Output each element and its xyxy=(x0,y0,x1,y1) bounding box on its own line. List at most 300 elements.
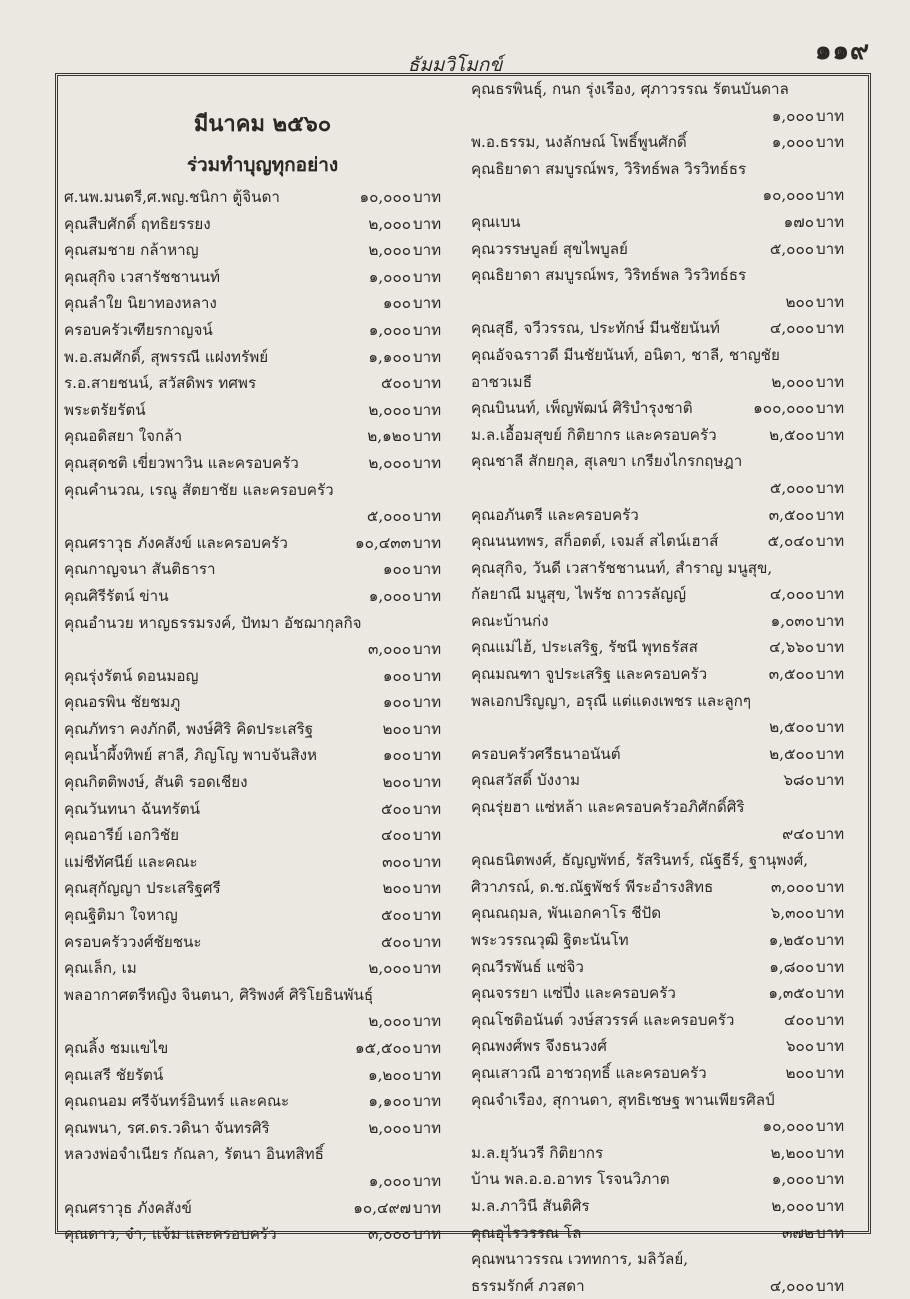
currency-unit: บาท xyxy=(816,133,845,152)
donor-row xyxy=(471,1087,860,1114)
donation-amount: ๒,๐๐๐ xyxy=(368,959,411,978)
donor-row xyxy=(64,716,461,743)
donor-name: คุณกาญจนา สันติธารา xyxy=(64,560,216,579)
donor-row xyxy=(64,610,461,637)
currency-unit: บาท xyxy=(413,959,442,978)
donor-row xyxy=(471,236,860,263)
currency-unit: บาท xyxy=(413,347,442,366)
currency-unit: บาท xyxy=(413,666,442,685)
donor-row xyxy=(64,237,461,264)
donor-name: คุณอำนวย หาญธรรมรงค์, ปัทมา อัชฌากุลกิจ xyxy=(64,613,362,632)
donor-name: บ้าน พล.อ.อ.อาทร โรจนวิภาต xyxy=(471,1170,670,1189)
currency-unit: บาท xyxy=(816,505,845,524)
currency-unit: บาท xyxy=(816,1037,845,1056)
donation-amount: ๓,๕๐๐ xyxy=(768,665,814,684)
donation-amount: ๑๐,๔๙๗ xyxy=(353,1198,411,1217)
currency-unit: บาท xyxy=(413,719,442,738)
currency-unit: บาท xyxy=(413,241,442,260)
currency-unit: บาท xyxy=(816,1223,845,1242)
currency-unit: บาท xyxy=(816,239,845,258)
donor-row xyxy=(471,661,860,688)
donor-name: คุณภัทรา คงภักดี, พงษ์ศิริ คิดประเสริฐ xyxy=(64,719,314,738)
donor-row xyxy=(471,315,860,342)
donor-row xyxy=(471,634,860,661)
donation-amount: ๑๐๐,๐๐๐ xyxy=(753,399,814,418)
donor-name: คุณสุดชติ เขี่ยวพาวิน และครอบครัว xyxy=(64,453,299,472)
donor-name: ครอบครัววงศ์ชัยชนะ xyxy=(64,932,202,951)
currency-unit: บาท xyxy=(816,186,845,205)
donor-row xyxy=(471,1193,860,1220)
donation-amount: ๓,๐๐๐ xyxy=(770,877,814,896)
currency-unit: บาท xyxy=(816,106,845,125)
donor-name: คุณลำใย นิยาทองหลาง xyxy=(64,294,217,313)
donor-name: ศ.นพ.มนตรี,ศ.พญ.ชนิกา ตู้จินดา xyxy=(64,188,280,206)
donation-amount: ๑,๐๐๐ xyxy=(771,133,814,152)
donor-name: คุณศิรีรัตน์ ข่าน xyxy=(64,586,169,605)
donation-amount: ๙๔๐ xyxy=(782,824,814,843)
donor-row xyxy=(64,290,461,317)
donor-row xyxy=(471,1246,860,1273)
donor-row xyxy=(471,847,860,874)
content-frame xyxy=(55,73,871,1295)
currency-unit: บาท xyxy=(816,585,845,604)
donor-name: คุณจรรยา แซ่ปึ่ง และครอบครัว xyxy=(471,984,676,1003)
donor-row xyxy=(471,741,860,768)
donor-name: พระตรัยรัตน์ xyxy=(64,400,146,419)
donor-name: คุณสืบศักดิ์ ฤทธิยรรยง xyxy=(64,214,211,233)
currency-unit: บาท xyxy=(816,904,845,923)
donation-amount: ๒,๒๐๐ xyxy=(770,1143,814,1162)
donor-row xyxy=(471,448,860,475)
donor-name: คุณวรรษบูลย์ สุขไพบูลย์ xyxy=(471,239,628,258)
donor-row xyxy=(64,955,461,982)
donor-name: คุณธิยาดา สมบูรณ์พร, วิริทธ์พล วิรวิทธ์ธร xyxy=(471,159,747,178)
currency-unit: บาท xyxy=(816,532,845,551)
donor-row xyxy=(64,689,461,716)
currency-unit: บาท xyxy=(413,746,442,765)
donor-row xyxy=(471,980,860,1007)
donation-amount: ๑,๐๐๐ xyxy=(771,106,814,125)
donor-row xyxy=(64,1141,461,1168)
donor-name: คุณสุกิจ, วันดี เวสารัชชานนท์, สำราญ มนูสุข, xyxy=(471,558,773,577)
donation-amount: ๑๐๐ xyxy=(382,560,411,579)
donor-name: ครอบครัวเฑียรกาญจน์ xyxy=(64,320,213,339)
donation-amount: ๑,๓๕๐ xyxy=(768,984,814,1003)
donor-row xyxy=(471,954,860,981)
currency-unit: บาท xyxy=(816,1170,845,1189)
donation-amount: ๑,๐๐๐ xyxy=(368,267,411,286)
donor-row xyxy=(64,1168,461,1195)
donation-amount: ๕,๐๔๐ xyxy=(767,532,814,551)
donation-amount: ๑,๒๐๐ xyxy=(367,1065,411,1084)
donation-amount: ๒๐๐ xyxy=(785,292,814,311)
currency-unit: บาท xyxy=(413,560,442,579)
donor-name: คุณกิตติพงษ์, สันติ รอดเชียง xyxy=(64,773,248,792)
donor-name: คุณอภันตรี และครอบครัว xyxy=(471,505,639,524)
donor-name: กัลยาณี มนูสุข, ไพรัช ถาวรลัญญ์ xyxy=(471,585,687,604)
donation-amount: ๖๘๐ xyxy=(783,771,814,790)
donation-amount: ๑๐๐ xyxy=(382,746,411,765)
donor-name: คุณบินนท์, เพ็ญพัฒน์ ศิริบำรุงชาติ xyxy=(471,399,693,418)
currency-unit: บาท xyxy=(413,879,442,898)
currency-unit: บาท xyxy=(413,1012,442,1031)
donor-name: คุณธิยาดา สมบูรณ์พร, วิริทธ์พล วิรวิทธ์ธร xyxy=(471,266,747,285)
donation-amount: ๑๐๐ xyxy=(382,666,411,685)
donation-amount: ๔,๐๐๐ xyxy=(769,585,814,604)
donor-row xyxy=(64,556,461,583)
donor-row xyxy=(471,821,860,848)
donation-amount: ๕๐๐ xyxy=(380,906,411,925)
donation-amount: ๑,๐๐๐ xyxy=(368,586,411,605)
donor-name: คุณสุกัญญา ประเสริฐศรี xyxy=(64,879,221,898)
donor-name: คุณนนทพร, สก็อตต์, เจมส์ สไตน์เฮาส์ xyxy=(471,532,719,551)
currency-unit: บาท xyxy=(413,427,442,446)
donor-name: พลอากาศตรีหญิง จินตนา, ศิริพงศ์ ศิริโยธินพันธุ์ xyxy=(64,985,374,1004)
currency-unit: บาท xyxy=(816,957,845,976)
donor-row xyxy=(64,344,461,371)
donation-amount: ๕๐๐ xyxy=(380,799,411,818)
donation-amount: ๒,๕๐๐ xyxy=(769,744,814,763)
donor-row xyxy=(471,103,860,130)
donation-amount: ๕๐๐ xyxy=(380,374,411,393)
donor-name: คุณพนา, รศ.ดร.วดินา จันทรศิริ xyxy=(64,1118,270,1137)
currency-unit: บาท xyxy=(413,453,442,472)
currency-unit: บาท xyxy=(413,826,442,845)
donation-amount: ๓,๐๐๐ xyxy=(367,1225,411,1244)
donor-row xyxy=(64,982,461,1009)
donor-row xyxy=(471,1033,860,1060)
donation-amount: ๒,๐๐๐ xyxy=(368,400,411,419)
donor-name: คุณเล็ก, เม xyxy=(64,959,137,978)
donor-name: พระวรรณวุฒิ ฐิตะนันโท xyxy=(471,931,629,949)
donor-row xyxy=(64,370,461,397)
donation-amount: ๓๗๒ xyxy=(782,1223,814,1242)
donor-name: คุณสุกิจ เวสารัชชานนท์ xyxy=(64,267,221,286)
donor-name: คุณธรพินธุ์, กนก รุ่งเรือง, ศุภาวรรณ รัตนบันดาล xyxy=(471,80,789,98)
currency-unit: บาท xyxy=(413,400,442,419)
donor-row xyxy=(64,1088,461,1115)
donor-name: คณะบ้านก่ง xyxy=(471,611,549,630)
donation-amount: ๒๐๐ xyxy=(785,1063,814,1082)
donor-name: คุณพงศ์พร จึงธนวงศ์ xyxy=(471,1037,607,1056)
currency-unit: บาท xyxy=(413,852,442,871)
donor-row xyxy=(64,450,461,477)
donation-amount: ๓,๕๐๐ xyxy=(768,505,814,524)
donation-amount: ๑,๐๐๐ xyxy=(368,1171,411,1190)
section-heading: ร่วมทำบุญทุกอย่าง xyxy=(186,154,339,176)
donor-row xyxy=(471,900,860,927)
donor-row xyxy=(64,1062,461,1089)
currency-unit: บาท xyxy=(413,294,442,313)
donor-name: คุณธนิตพงศ์, ธัญญพัทธ์, รัสรินทร์, ณัฐธีร์, ฐานุพงศ์, xyxy=(471,851,809,870)
donor-row xyxy=(471,874,860,901)
currency-unit: บาท xyxy=(816,718,845,737)
currency-unit: บาท xyxy=(413,799,442,818)
currency-unit: บาท xyxy=(816,292,845,311)
currency-unit: บาท xyxy=(816,744,845,763)
donor-row xyxy=(64,317,461,344)
donor-row xyxy=(64,530,461,557)
donor-name: คุณสุธี, จวีวรรณ, ประทักษ์ มีนชัยนันท์ xyxy=(471,319,720,338)
donor-name: คุณอดิสยา ใจกล้า xyxy=(64,427,183,446)
donation-amount: ๑,๒๕๐ xyxy=(768,931,814,949)
donation-amount: ๑๐๐ xyxy=(382,294,411,313)
donor-name: ร.อ.สายชนน์, สวัสดิพร ทศพร xyxy=(64,374,257,393)
donor-row xyxy=(471,182,860,209)
donor-row xyxy=(471,129,860,156)
donor-name: ม.ล.ภาวินี สันติศิร xyxy=(471,1196,590,1215)
donation-amount: ๔,๐๐๐ xyxy=(769,1276,814,1295)
donor-row xyxy=(64,1035,461,1062)
donor-name: คุณโชติอนันต์ วงษ์สวรรค์ และครอบครัว xyxy=(471,1010,735,1029)
currency-unit: บาท xyxy=(413,1171,442,1190)
currency-unit: บาท xyxy=(413,188,442,206)
donation-amount: ๓๐๐ xyxy=(382,852,411,871)
donor-row xyxy=(64,423,461,450)
currency-unit: บาท xyxy=(413,773,442,792)
currency-unit: บาท xyxy=(816,1010,845,1029)
donation-amount: ๒,๐๐๐ xyxy=(368,241,411,260)
donation-amount: ๒,๕๐๐ xyxy=(769,425,814,444)
donor-name: คุณดาว, จ๋า, แจ้ม และครอบครัว xyxy=(64,1225,277,1244)
donor-row xyxy=(471,502,860,529)
donor-row xyxy=(64,663,461,690)
currency-unit: บาท xyxy=(816,665,845,684)
donor-row xyxy=(471,581,860,608)
right-column xyxy=(461,76,868,1299)
donor-name: อาชวเมธี xyxy=(471,372,532,391)
donor-name: ศิวาภรณ์, ด.ช.ณัฐพัชร์ พีระอำรงสิทธ xyxy=(471,877,714,896)
donor-row xyxy=(64,875,461,902)
donor-name: คุณถนอม ศรีจันทร์อินทร์ และคณะ xyxy=(64,1092,290,1111)
month-heading: มีนาคม ๒๕๖๐ xyxy=(193,111,332,137)
donation-amount: ๒,๕๐๐ xyxy=(769,718,814,737)
donor-row xyxy=(471,289,860,316)
donor-row xyxy=(471,262,860,289)
donation-amount: ๓,๐๐๐ xyxy=(367,640,411,659)
donor-name: คุณเบน xyxy=(471,212,521,231)
donation-amount: ๑๗๐ xyxy=(783,212,814,231)
donor-name: คุณอัจฉราวดี มีนชัยนันท์, อนิตา, ชาลี, ชาญชัย xyxy=(471,345,780,364)
donor-name: หลวงพ่อจำเนียร กัณลา, รัตนา อินทสิทธิ์ xyxy=(64,1145,324,1164)
donor-name: คุณคำนวณ, เรณู สัตยาชัย และครอบครัว xyxy=(64,480,334,499)
donor-row xyxy=(471,1166,860,1193)
donor-row xyxy=(64,1195,461,1222)
donation-amount: ๒๐๐ xyxy=(382,719,411,738)
donation-amount: ๒,๐๐๐ xyxy=(368,453,411,472)
currency-unit: บาท xyxy=(816,1143,845,1162)
donor-name: ม.ล.เอื้อมสุขย์ กิติยากร และครอบครัว xyxy=(471,425,717,444)
donor-row xyxy=(64,1008,461,1035)
currency-unit: บาท xyxy=(413,932,442,951)
currency-unit: บาท xyxy=(413,640,442,659)
donation-amount: ๕,๐๐๐ xyxy=(366,507,411,526)
currency-unit: บาท xyxy=(816,824,845,843)
donation-amount: ๑๐,๐๐๐ xyxy=(762,1117,814,1136)
donor-row xyxy=(471,1060,860,1087)
donor-name: คุณอรพิน ชัยชมภู xyxy=(64,693,181,712)
donor-row xyxy=(471,1220,860,1247)
donor-name: คุณอารีย์ เอกวิชัย xyxy=(64,826,180,845)
currency-unit: บาท xyxy=(816,877,845,896)
donation-amount: ๑,๘๐๐ xyxy=(769,957,814,976)
donation-amount: ๑,๐๓๐ xyxy=(770,611,814,630)
donation-amount: ๑๐,๔๓๓ xyxy=(355,533,411,552)
donor-name: คุณแม่ไฮ้, ประเสริฐ, รัชนี พุทธรัสส xyxy=(471,638,698,657)
currency-unit: บาท xyxy=(816,425,845,444)
donor-row xyxy=(471,369,860,396)
currency-unit: บาท xyxy=(413,906,442,925)
donor-name: คุณมณฑา จูประเสริฐ และครอบครัว xyxy=(471,665,708,684)
donation-amount: ๔๐๐ xyxy=(783,1010,814,1029)
donor-name: คุณศราวุธ ภังคสังข์ และครอบครัว xyxy=(64,533,288,552)
donor-row xyxy=(64,184,461,211)
currency-unit: บาท xyxy=(413,267,442,286)
donor-row xyxy=(64,822,461,849)
donation-amount: ๑๕,๕๐๐ xyxy=(355,1039,411,1057)
currency-unit: บาท xyxy=(413,1065,442,1084)
currency-unit: บาท xyxy=(816,931,845,949)
donor-name: พ.อ.สมศักดิ์, สุพรรณี แฝงทรัพย์ xyxy=(64,347,269,366)
donor-name: คุณรุ่ยฮา แซ่หล้า และครอบครัวอภิศักดิ์ศิริ xyxy=(471,798,745,817)
donor-name: คุณรุ่งรัตน์ ดอนมอญ xyxy=(64,666,199,685)
donor-row xyxy=(471,555,860,582)
donation-amount: ๑,๐๐๐ xyxy=(368,320,411,339)
donation-amount: ๖,๓๐๐ xyxy=(770,904,814,923)
currency-unit: บาท xyxy=(816,478,845,497)
donor-row xyxy=(471,1273,860,1299)
currency-unit: บาท xyxy=(413,214,442,233)
donor-row xyxy=(471,76,860,103)
donation-amount: ๑,๑๐๐ xyxy=(368,347,411,366)
currency-unit: บาท xyxy=(816,1063,845,1082)
donor-name: คุณชาลี สักยกุล, สุเลขา เกรียงไกรกฤษฎา xyxy=(471,452,743,471)
page-number: ๑๑๙ xyxy=(814,36,870,66)
currency-unit: บาท xyxy=(413,1039,442,1057)
donor-name: คุณสวัสดิ์ บังงาม xyxy=(471,771,581,790)
donor-name: พ.อ.ธรรม, นงลักษณ์ โพธิ์พูนศักดิ์ xyxy=(471,133,687,152)
donor-row xyxy=(471,209,860,236)
donor-row xyxy=(471,767,860,794)
donation-amount: ๕๐๐ xyxy=(380,932,411,951)
donor-row xyxy=(471,688,860,715)
donor-name: คุณณฤมล, พันเอกคาโร ชีปัด xyxy=(471,904,662,923)
currency-unit: บาท xyxy=(816,1117,845,1136)
donor-row xyxy=(471,156,860,183)
currency-unit: บาท xyxy=(413,507,442,526)
donor-row xyxy=(64,636,461,663)
donor-name: พลเอกปริญญา, อรุณี แต่แดงเพชร และลูกๆ xyxy=(471,691,752,710)
donor-row xyxy=(64,503,461,530)
currency-unit: บาท xyxy=(816,319,845,338)
donation-amount: ๒๐๐ xyxy=(382,773,411,792)
donor-name: คุณอุไรวรรณ โล xyxy=(471,1223,582,1242)
donation-amount: ๑๐,๐๐๐ xyxy=(762,186,814,205)
donation-amount: ๑๐,๐๐๐ xyxy=(359,188,411,206)
donor-row xyxy=(64,742,461,769)
currency-unit: บาท xyxy=(816,1196,845,1215)
donor-name: คุณฐิติมา ใจหาญ xyxy=(64,906,178,925)
donor-name: คุณสมชาย กล้าหาญ xyxy=(64,241,199,260)
donation-amount: ๒,๐๐๐ xyxy=(368,214,411,233)
currency-unit: บาท xyxy=(413,1092,442,1111)
donor-row xyxy=(471,927,860,954)
currency-unit: บาท xyxy=(413,374,442,393)
donation-amount: ๒,๐๐๐ xyxy=(771,372,814,391)
donor-name: คุณเสรี ชัยรัตน์ xyxy=(64,1065,164,1084)
donor-name: คุณจำเรือง, สุกานดา, สุทธิเชษฐ พานเพียรศิลป์ xyxy=(471,1090,775,1109)
currency-unit: บาท xyxy=(816,1276,845,1295)
donor-row xyxy=(64,796,461,823)
donor-name: ครอบครัวศรีธนาอนันต์ xyxy=(471,744,621,763)
donation-amount: ๒,๑๒๐ xyxy=(367,427,411,446)
donor-name: คุณวีรพันธ์ แซ่จิว xyxy=(471,957,584,976)
donor-name: คุณเสาวณี อาชวฤทธิ์ และครอบครัว xyxy=(471,1063,707,1082)
donor-row xyxy=(64,211,461,238)
donation-amount: ๕,๐๐๐ xyxy=(769,239,814,258)
donation-amount: ๒,๐๐๐ xyxy=(771,1196,814,1215)
donor-row xyxy=(471,714,860,741)
donor-name: ธรรมรักศ์ ภวสดา xyxy=(471,1276,585,1295)
donation-amount: ๖๐๐ xyxy=(785,1037,814,1056)
donor-name: ม.ล.ยุวันวรี กิติยากร xyxy=(471,1143,604,1162)
donation-amount: ๕,๐๐๐ xyxy=(769,478,814,497)
donor-row xyxy=(471,342,860,369)
currency-unit: บาท xyxy=(816,212,845,231)
donation-amount: ๑๐๐ xyxy=(382,693,411,712)
donor-row xyxy=(471,395,860,422)
donor-row xyxy=(471,475,860,502)
donor-name: คุณวันทนา ฉันทรัตน์ xyxy=(64,799,201,818)
donor-name: คุณน้ำผึ้งทิพย์ สาลี, ภิญโญ พาบจันสิงห xyxy=(64,746,318,765)
donor-row xyxy=(64,477,461,504)
donation-amount: ๑,๑๐๐ xyxy=(368,1092,411,1111)
donor-row xyxy=(64,769,461,796)
donor-row xyxy=(64,397,461,424)
donor-name: คุณลิ้ง ชมแขไข xyxy=(64,1039,169,1057)
donor-row xyxy=(64,902,461,929)
currency-unit: บาท xyxy=(413,320,442,339)
currency-unit: บาท xyxy=(816,372,845,391)
donor-row xyxy=(471,422,860,449)
currency-unit: บาท xyxy=(816,638,845,657)
donation-amount: ๔,๖๖๐ xyxy=(769,638,814,657)
donor-row xyxy=(64,929,461,956)
donor-row xyxy=(471,1007,860,1034)
donation-amount: ๔๐๐ xyxy=(380,826,411,845)
donor-row xyxy=(64,583,461,610)
donation-amount: ๔,๐๐๐ xyxy=(769,319,814,338)
currency-unit: บาท xyxy=(413,693,442,712)
left-column xyxy=(58,76,461,1248)
currency-unit: บาท xyxy=(816,399,845,418)
donor-name: คุณพนาวรรณ เวททการ, มลิวัลย์, xyxy=(471,1250,689,1269)
donation-amount: ๑,๐๐๐ xyxy=(771,1170,814,1189)
donor-row xyxy=(471,608,860,635)
currency-unit: บาท xyxy=(413,533,442,552)
running-header: ธัมมวิโมกข์ xyxy=(407,54,503,76)
donor-row xyxy=(64,1221,461,1248)
donor-row xyxy=(471,1140,860,1167)
donor-name: คุณศราวุธ ภังคสังข์ xyxy=(64,1198,192,1217)
currency-unit: บาท xyxy=(413,1198,442,1217)
currency-unit: บาท xyxy=(413,586,442,605)
donation-amount: ๒๐๐ xyxy=(382,879,411,898)
currency-unit: บาท xyxy=(413,1118,442,1137)
currency-unit: บาท xyxy=(413,1225,442,1244)
currency-unit: บาท xyxy=(816,611,845,630)
donor-row xyxy=(471,794,860,821)
